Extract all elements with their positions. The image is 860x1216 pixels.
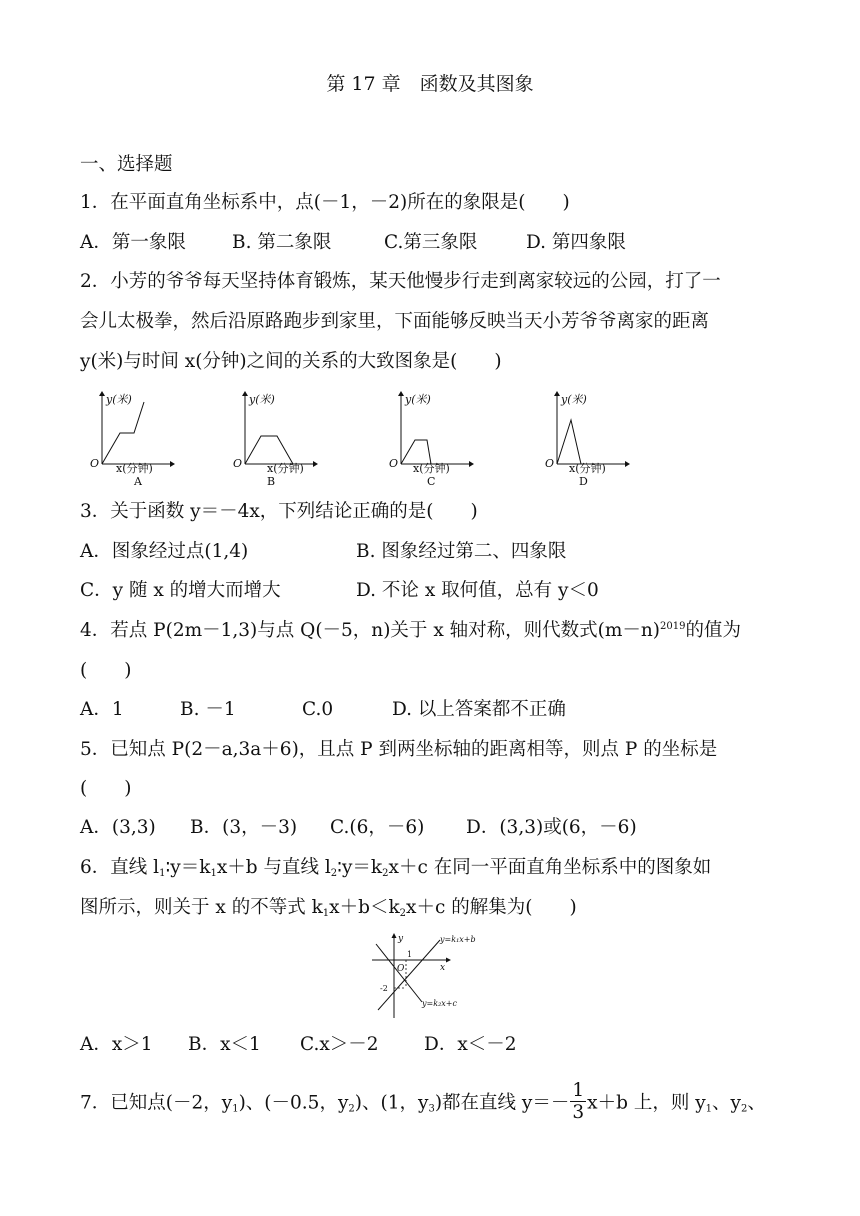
graph-d-letter: D	[579, 475, 588, 488]
option-b: B．(3，－3)	[190, 817, 298, 838]
graph-a	[86, 390, 176, 488]
option-b: B. 图象经过第二、四象限	[356, 541, 567, 562]
question-2-stem-line-1: 2．小芳的爷爷每天坚持体育锻炼，某天他慢步行走到离家较远的公园，打了一	[80, 271, 721, 292]
graph-b-xlabel: x(分钟)	[267, 462, 304, 475]
graph-c-xlabel: x(分钟)	[413, 462, 450, 475]
question-4-stem	[80, 619, 790, 643]
question-2-stem-line-3: y(米)与时间 x(分钟)之间的关系的大致图象是( )	[80, 351, 502, 372]
option-b: B. 第二象限	[232, 232, 332, 253]
option-d: D. 不论 x 取何值，总有 y＜0	[356, 580, 599, 601]
graph-a-ylabel: y(米)	[106, 393, 132, 406]
graph-y-label: y	[398, 934, 404, 944]
question-4-stem-tail: 的值为	[685, 620, 741, 641]
option-c: C.(6，－6)	[330, 817, 425, 838]
question-2-stem-line-2: 会儿太极拳，然后沿原路跑步到家里，下面能够反映当天小芳爷爷离家的距离	[80, 311, 710, 332]
graph-b-origin: O	[233, 457, 243, 470]
option-c: C.第三象限	[384, 232, 478, 253]
line-1-label: y=k₁x+b	[440, 935, 476, 944]
question-1-stem: 1．在平面直角坐标系中，点(－1，－2)所在的象限是( )	[80, 192, 570, 213]
option-d: D. 第四象限	[526, 232, 626, 253]
question-5-stem: 5．已知点 P(2－a,3a＋6)，且点 P 到两坐标轴的距离相等，则点 P 的坐标是	[80, 739, 718, 760]
graph-a-xlabel: x(分钟)	[116, 462, 153, 475]
option-b: B．x＜1	[188, 1034, 261, 1055]
graph-c-ylabel: y(米)	[405, 393, 431, 406]
exponent: 2019	[660, 621, 686, 632]
graph-d	[541, 390, 631, 488]
question-6-stem-line-1: 6．直线 $l_1∶y=k_1x+b$ 与直线 $l_2∶y=k_2x+c$ 在同一平面直角坐标系中的图象如	[80, 857, 712, 879]
graph-neg2-label: -2	[380, 984, 388, 993]
question-6-stem-line-2: 图所示，则关于 x 的不等式 $k_1x+b<k_2x+c$ 的解集为( )	[80, 897, 577, 919]
graph-origin-label: O	[397, 964, 405, 974]
graph-a-origin: O	[90, 457, 100, 470]
option-a: A．第一象限	[80, 232, 186, 253]
graph-b	[229, 390, 319, 488]
section-heading: 一、选择题	[80, 154, 173, 175]
option-a: A．图象经过点(1,4)	[80, 541, 249, 562]
page-title: 第 17 章 函数及其图象	[326, 73, 534, 95]
option-b: B. －1	[180, 699, 236, 720]
option-a: A．x＞1	[80, 1034, 153, 1055]
graph-a-letter: A	[134, 475, 142, 488]
option-c: C.x＞－2	[300, 1034, 379, 1055]
question-5-stem-line-2: ( )	[80, 778, 132, 799]
option-c: C．y 随 x 的增大而增大	[80, 580, 281, 601]
question-4-stem-text: 4．若点 P(2m－1,3)与点 Q(－5，n)关于 x 轴对称，则代数式(m－n)	[80, 620, 661, 641]
graph-x-label: x	[440, 963, 446, 973]
graph-b-letter: B	[267, 475, 276, 488]
graph-c-letter: C	[427, 475, 436, 488]
graph-b-ylabel: y(米)	[249, 393, 275, 406]
option-a: A．(3,3)	[80, 817, 156, 838]
line-2-label: y=k₂x+c	[422, 999, 457, 1008]
question-6-graph	[364, 930, 496, 1022]
option-d: D．x＜－2	[424, 1034, 517, 1055]
fraction: $\frac{1}{3}$	[572, 1080, 585, 1123]
option-c: C.0	[302, 699, 334, 720]
option-d: D. 以上答案都不正确	[392, 699, 566, 720]
question-7-stem: 7．已知点(－2，$y_1$)、(－0.5，$y_2$)、(1，$y_3$)都在直线 y＝－ $\frac{1}{3}$ x＋b 上，则 $y_1$、$y_2$、	[80, 1080, 766, 1123]
graph-c-origin: O	[389, 457, 399, 470]
graph-one-label: 1	[407, 950, 413, 959]
graph-d-xlabel: x(分钟)	[569, 462, 606, 475]
graph-c	[385, 390, 475, 488]
question-3-stem: 3．关于函数 y＝－4x，下列结论正确的是( )	[80, 501, 478, 522]
graph-d-ylabel: y(米)	[561, 393, 587, 406]
question-4-stem-line-2: ( )	[80, 660, 132, 681]
graph-d-origin: O	[545, 457, 555, 470]
option-a: A．1	[80, 699, 124, 720]
option-d: D．(3,3)或(6，－6)	[466, 817, 637, 838]
